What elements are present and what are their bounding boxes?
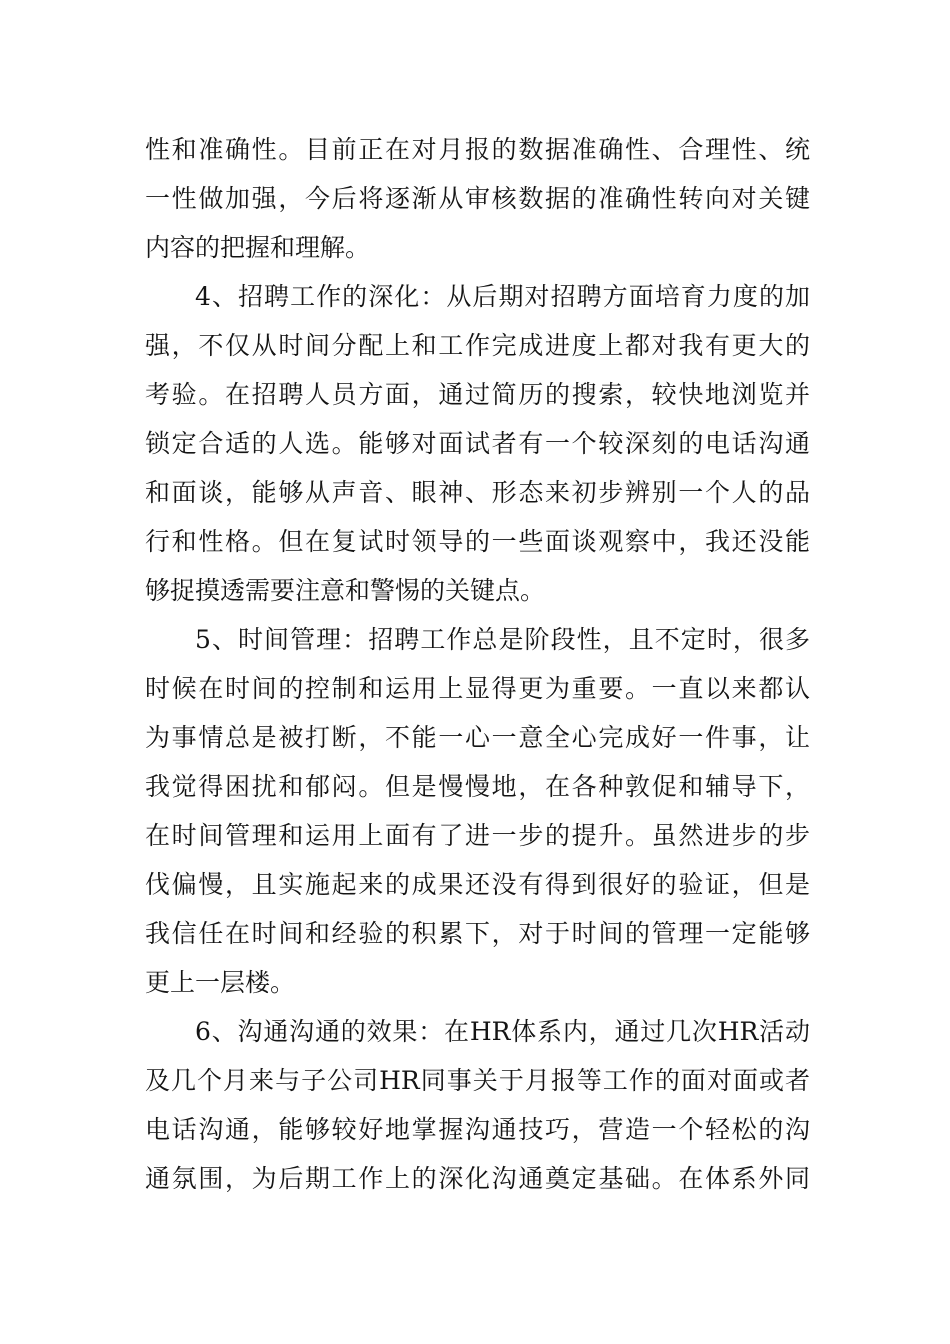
text-line: 考验。在招聘人员方面，通过简历的搜索，较快地浏览并 (145, 380, 810, 409)
text-line: 一性做加强，今后将逐渐从审核数据的准确性转向对关键 (145, 184, 810, 213)
text-line: 够捉摸透需要注意和警惕的关键点。 (145, 576, 546, 605)
text-line: 我觉得困扰和郁闷。但是慢慢地，在各种敦促和辅导下， (145, 772, 810, 801)
text-line: 通氛围，为后期工作上的深化沟通奠定基础。在体系外同 (145, 1164, 810, 1193)
paragraph-5-first-line: 5、时间管理：招聘工作总是阶段性，且不定时，很多 (195, 625, 810, 654)
text-line: 伐偏慢，且实施起来的成果还没有得到很好的验证，但是 (145, 870, 810, 899)
text-line: 时候在时间的控制和运用上显得更为重要。一直以来都认 (145, 674, 810, 703)
text-line: 行和性格。但在复试时领导的一些面谈观察中，我还没能 (145, 527, 810, 556)
text-line: 强，不仅从时间分配上和工作完成进度上都对我有更大的 (145, 331, 810, 360)
text-line: 性和准确性。目前正在对月报的数据准确性、合理性、统 (145, 135, 810, 164)
text-line: 电话沟通，能够较好地掌握沟通技巧，营造一个轻松的沟 (145, 1115, 810, 1144)
text-line: 在时间管理和运用上面有了进一步的提升。虽然进步的步 (145, 821, 810, 850)
paragraph-6-first-line: 6、沟通沟通的效果：在HR体系内，通过几次HR活动 (195, 1017, 810, 1046)
text-line: 和面谈，能够从声音、眼神、形态来初步辨别一个人的品 (145, 478, 810, 507)
text-line: 更上一层楼。 (145, 968, 296, 997)
text-line: 为事情总是被打断，不能一心一意全心完成好一件事，让 (145, 723, 810, 752)
text-line: 我信任在时间和经验的积累下，对于时间的管理一定能够 (145, 919, 810, 948)
text-line: 内容的把握和理解。 (145, 233, 371, 262)
document-body (145, 125, 810, 1203)
text-line: 锁定合适的人选。能够对面试者有一个较深刻的电话沟通 (145, 429, 810, 458)
paragraph-4-first-line: 4、招聘工作的深化：从后期对招聘方面培育力度的加 (195, 282, 810, 311)
text-line: 及几个月来与子公司HR同事关于月报等工作的面对面或者 (145, 1066, 810, 1095)
